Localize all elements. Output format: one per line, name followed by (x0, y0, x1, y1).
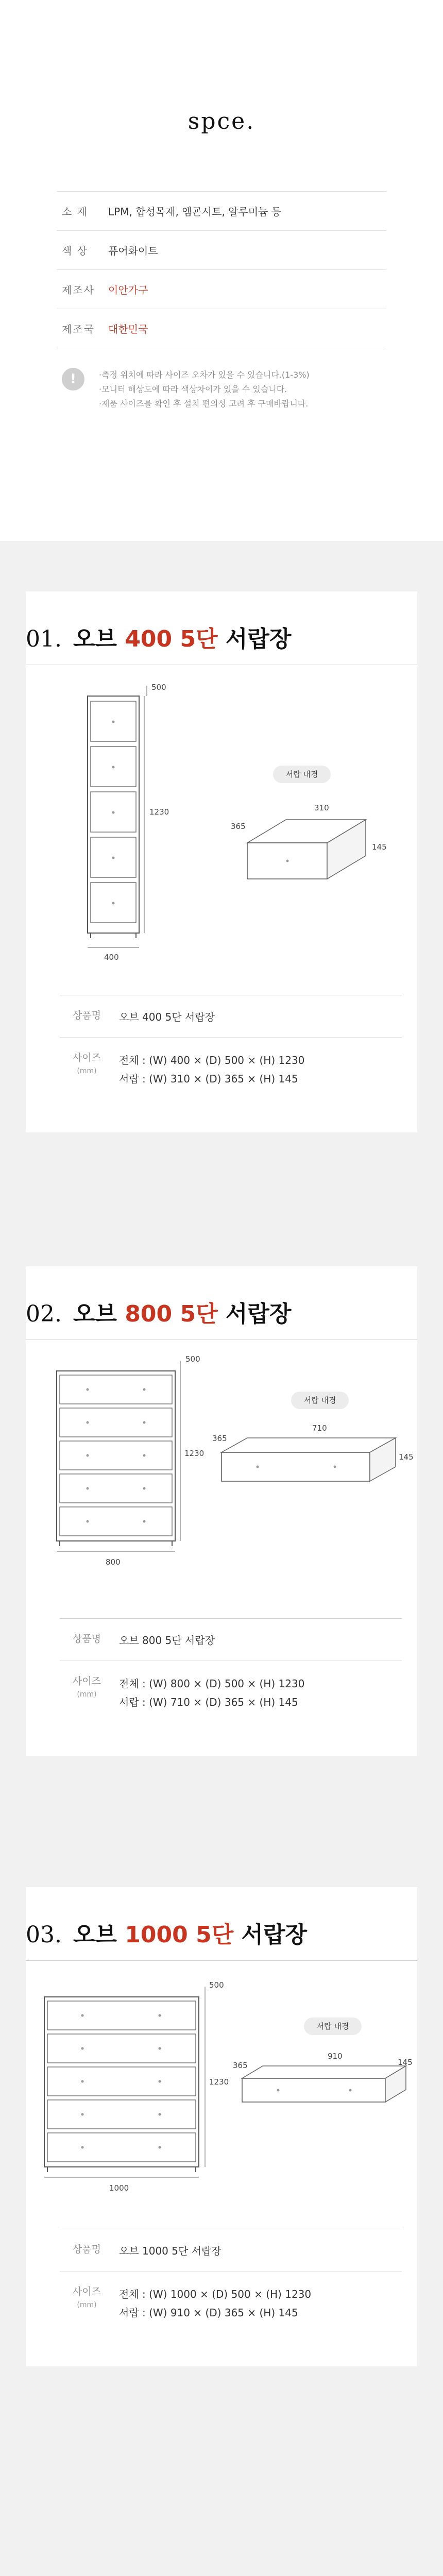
section-heading (26, 1887, 417, 1961)
height-label: 1230 (209, 2077, 229, 2087)
info-value (114, 1051, 304, 1088)
size-total: 전체 : (W) 800 × (D) 500 × (H) 1230 (119, 1677, 305, 1690)
drawer-label: 서랍 내경 (303, 1396, 336, 1405)
product-section-400 (0, 541, 443, 1216)
size-unit: (mm) (77, 2301, 97, 2309)
info-key: 상품명 (72, 2244, 101, 2255)
spec-key: 제조국 (62, 323, 95, 335)
size-drawer: 서랍 : (W) 310 × (D) 365 × (H) 145 (119, 1073, 298, 1085)
info-key: 상품명 (72, 1633, 101, 1645)
drawing-svg (26, 665, 417, 995)
drawer-width-label: 710 (312, 1423, 327, 1433)
depth-label: 500 (185, 1354, 200, 1364)
drawer-depth-label: 365 (233, 2061, 248, 2070)
drawer-width-label: 910 (328, 2052, 343, 2061)
drawer-height-label: 145 (399, 1452, 414, 1462)
size-unit: (mm) (77, 1067, 97, 1075)
product-section-1000 (0, 1837, 443, 2576)
size-total: 전체 : (W) 1000 × (D) 500 × (H) 1230 (119, 2288, 312, 2300)
product-info (26, 995, 417, 1132)
drawing-svg (26, 1340, 417, 1618)
title-accent: 1000 5단 (125, 1922, 234, 1948)
info-key (60, 1674, 114, 1711)
height-label: 1230 (149, 807, 169, 817)
info-key (60, 2285, 114, 2322)
title-suffix: 서랍장 (217, 1301, 292, 1327)
exclamation-icon: ! (62, 368, 84, 391)
width-label: 1000 (109, 2183, 129, 2193)
info-row-name (60, 1618, 402, 1660)
product-card (26, 1887, 417, 2366)
notice-line: ·제품 사이즈를 확인 후 설치 편의성 고려 후 구매바랍니다. (99, 399, 309, 409)
cabinet-body (88, 696, 139, 933)
spec-value: LPM, 합성목재, 엠굔시트, 알루미늄 등 (108, 206, 282, 218)
section-heading (26, 1266, 417, 1340)
spec-key: 색 상 (62, 245, 88, 257)
info-value: 오브 1000 5단 서랍장 (119, 2245, 222, 2257)
product-info (26, 2229, 417, 2366)
spec-value: 이안가구 (108, 284, 148, 296)
section-title (73, 620, 291, 653)
spec-section (0, 0, 443, 541)
notice-text (99, 368, 310, 411)
product-info (26, 1618, 417, 1756)
drawer-depth-label: 365 (212, 1434, 227, 1443)
section-heading (26, 591, 417, 665)
info-row-size (60, 1037, 402, 1101)
drawer-box (242, 2078, 385, 2102)
title-prefix: 오브 (73, 626, 125, 652)
info-value: 오브 400 5단 서랍장 (119, 1011, 215, 1023)
section-number: 03. (26, 1922, 62, 1948)
section-title (73, 1916, 307, 1949)
size-drawer: 서랍 : (W) 910 × (D) 365 × (H) 145 (119, 2307, 298, 2319)
drawer-top (222, 1438, 396, 1452)
title-accent: 400 5단 (125, 626, 218, 652)
notice-line: ·모니터 해상도에 따라 색상차이가 있을 수 있습니다. (99, 384, 287, 394)
title-prefix: 오브 (73, 1922, 125, 1948)
info-row-name (60, 995, 402, 1037)
spec-key: 제조사 (62, 284, 95, 296)
info-value: 오브 800 5단 서랍장 (119, 1634, 215, 1647)
spec-key: 소 재 (62, 206, 88, 218)
product-card (26, 1266, 417, 1756)
spec-row-maker (57, 270, 386, 309)
drawer-box (222, 1452, 370, 1481)
info-value (114, 1674, 304, 1711)
spec-value: 대한민국 (108, 323, 148, 335)
drawer-label: 서랍 내경 (316, 2022, 349, 2031)
spec-table (57, 191, 386, 426)
depth-label: 500 (209, 1980, 224, 1990)
section-number: 02. (26, 1301, 62, 1327)
title-suffix: 서랍장 (217, 626, 292, 652)
dimension-drawing (26, 1961, 417, 2229)
info-row-size (60, 1660, 402, 1725)
width-label: 800 (106, 1557, 121, 1567)
info-row-size (60, 2271, 402, 2335)
drawer-top (242, 2066, 406, 2078)
drawer-label: 서랍 내경 (285, 770, 318, 779)
width-label: 400 (104, 953, 119, 962)
spec-row-country (57, 309, 386, 348)
info-value (114, 2285, 311, 2322)
product-card (26, 591, 417, 1132)
cabinet-body (57, 1371, 175, 1541)
size-unit: (mm) (77, 1690, 97, 1699)
drawing-svg (26, 1961, 417, 2229)
notice (57, 348, 386, 426)
spec-row-material (57, 192, 386, 231)
spec-value: 퓨어화이트 (108, 245, 158, 257)
drawer-height-label: 145 (372, 842, 387, 852)
size-key: 사이즈 (72, 1675, 101, 1687)
drawer-height-label: 145 (398, 2058, 413, 2067)
dimension-drawing (26, 1340, 417, 1618)
brand-logo: spce. (188, 108, 255, 134)
title-prefix: 오브 (73, 1301, 125, 1327)
product-section-800 (0, 1216, 443, 1837)
cabinet-body (44, 1997, 199, 2167)
notice-line: ·측정 위치에 따라 사이즈 오차가 있을 수 있습니다.(1-3%) (99, 370, 310, 380)
spec-row-color (57, 231, 386, 270)
size-key: 사이즈 (72, 1052, 101, 1063)
info-key (60, 1051, 114, 1088)
size-drawer: 서랍 : (W) 710 × (D) 365 × (H) 145 (119, 1696, 298, 1708)
title-accent: 800 5단 (125, 1301, 218, 1327)
section-title (73, 1295, 291, 1328)
info-row-name (60, 2229, 402, 2271)
depth-label: 500 (151, 683, 166, 692)
info-key: 상품명 (72, 1010, 101, 1021)
height-label: 1230 (184, 1449, 205, 1458)
drawer-depth-label: 365 (231, 822, 246, 831)
section-number: 01. (26, 626, 62, 652)
dimension-drawing (26, 665, 417, 995)
drawer-width-label: 310 (314, 803, 329, 812)
title-suffix: 서랍장 (233, 1922, 308, 1948)
size-key: 사이즈 (72, 2286, 101, 2297)
size-total: 전체 : (W) 400 × (D) 500 × (H) 1230 (119, 1054, 305, 1066)
